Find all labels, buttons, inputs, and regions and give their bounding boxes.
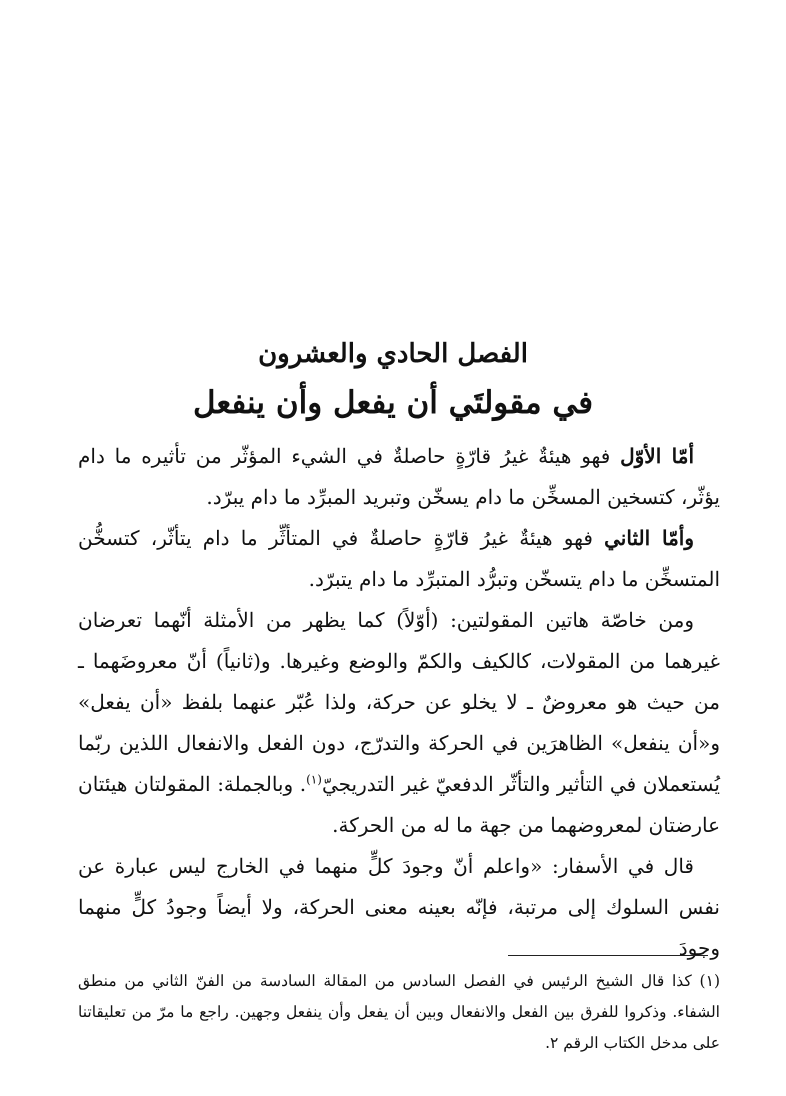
footnote: (١) كذا قال الشيخ الرئيس في الفصل السادس من المقالة السادسة من الفنّ الثاني من منطق الشفاء. وذكروا للفرق بين الفعل والانفعال وبين أن يفعل وأن ينفعل وجهين. راجع ما مرّ من تعليقاتنا على مدخل الكتاب الرقم ٢. (78, 972, 720, 1052)
paragraph-second (78, 518, 720, 600)
chapter-title: الفصل الحادي والعشرون (258, 339, 528, 369)
paragraph-text: قال في الأسفار: «واعلم أنّ وجودَ كلٍّ منهما في الخارج ليس عبارة عن نفس السلوك إلى مرتبة، فإنّه بعينه معنى الحركة، ولا أيضاً وجودُ كلٍّ منهما وجودَ (78, 854, 720, 960)
paragraph-quote (78, 846, 720, 969)
paragraph-text: فهو هيئةٌ غيرُ قارّةٍ حاصلةٌ في المتأثِّر ما دام يتأثّر، كتسخُّن المتسخِّن ما دام يتسخّن وتبرُّد المتبرِّد ما دام يتبرّد. (78, 526, 720, 591)
paragraph-text-tail: . وبالجملة: المقولتان هيئتان عارضتان لمعروضهما من جهة ما له من الحركة. (78, 772, 720, 837)
paragraph-lead: أمّا الأوّل (620, 444, 695, 468)
paragraph-properties (78, 600, 720, 846)
footnote-divider (508, 955, 708, 956)
body-text (78, 436, 720, 969)
footnote-marker[interactable]: (١) (306, 772, 322, 787)
chapter-subtitle: في مقولتَي أن يفعل وأن ينفعل (192, 385, 594, 421)
paragraph-first (78, 436, 720, 518)
paragraph-lead: وأمّا الثاني (604, 526, 694, 550)
paragraph-text: ومن خاصّة هاتين المقولتين: (أوّلاً) كما يظهر من الأمثلة أنّهما تعرضان غيرهما من المقولات، كالكيف والكمّ والوضع وغيرها. و(ثانياً) أنّ معروضَهما ـ من حيث هو معروضٌ ـ لا يخلو عن حركة، ولذا عُبّر عنهما بلفظ «أن يفعل» و«أن ينفعل» الظاهرَين في الحركة والتدرّج، دون الفعل والانفعال اللذين ربّما يُستعملان في التأثير والتأثّر الدفعيّ غير التدريجيّ (78, 608, 720, 796)
paragraph-text: فهو هيئةٌ غيرُ قارّةٍ حاصلةٌ في الشيء المؤثّر من تأثيره ما دام يؤثّر، كتسخين المسخِّن ما دام يسخّن وتبريد المبرِّد ما دام يبرّد. (78, 444, 720, 509)
